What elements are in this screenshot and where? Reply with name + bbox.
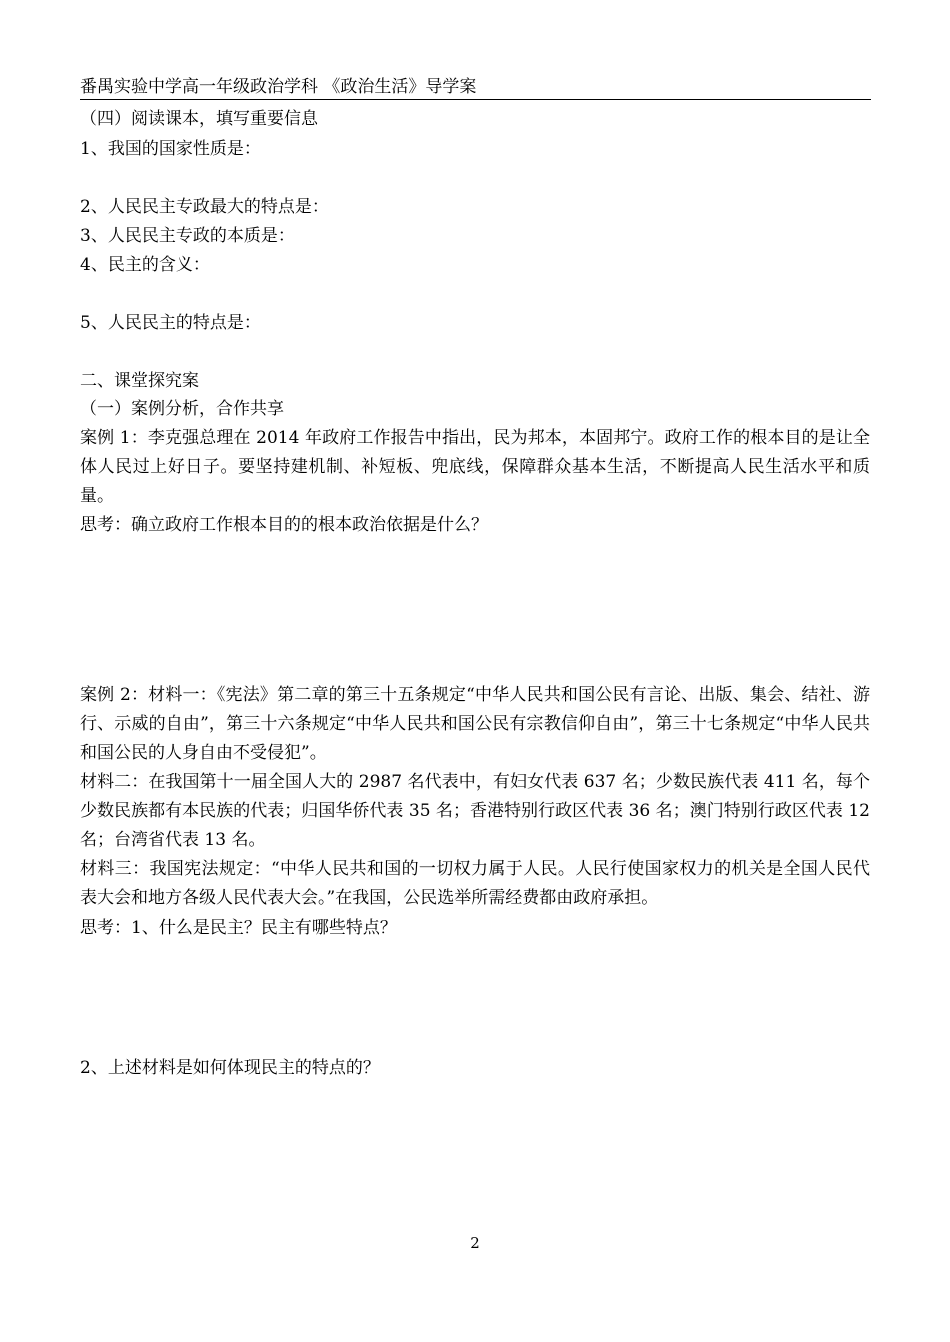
fill-item-2: 2、人民民主专政最大的特点是： [80,197,329,217]
case1-question: 思考：确立政府工作根本目的的根本政治依据是什么？ [80,515,488,535]
fill-item-3: 3、人民民主专政的本质是： [80,226,295,246]
case1-text: 案例 1：李克强总理在 2014 年政府工作报告中指出，民为邦本，本固邦宁。政府工作的根本目的是让全体人民过上好日子。要坚持建机制、补短板、兜底线，保障群众基本生活，不断提高人民生活水平和质量。 [80,428,870,506]
part-title-classroom-inquiry: 二、课堂探究案 [80,371,199,391]
document-header: 番禺实验中学高一年级政治学科 《政治生活》导学案 [80,75,871,100]
fill-item-5: 5、人民民主的特点是： [80,313,261,333]
fill-item-4: 4、民主的含义： [80,255,210,275]
case2-question1: 思考：1、什么是民主？民主有哪些特点？ [80,918,397,938]
case2-question2: 2、上述材料是如何体现民主的特点的？ [80,1058,380,1078]
case2-material3: 材料三：我国宪法规定：“中华人民共和国的一切权力属于人民。人民行使国家权力的机关是全国人民代表大会和地方各级人民代表大会。”在我国，公民选举所需经费都由政府承担。 [80,859,870,908]
fill-item-1: 1、我国的国家性质是： [80,139,261,159]
subsection-title-case-analysis: （一）案例分析，合作共享 [80,399,284,419]
section-title-reading: （四）阅读课本，填写重要信息 [80,109,318,129]
case2-material2: 材料二：在我国第十一届全国人大的 2987 名代表中，有妇女代表 637 名；少数民族代表 411 名，每个少数民族都有本民族的代表；归国华侨代表 35 名；香港特别行政区代表 36 名；澳门特别行政区代表 12 名；台湾省代表 13 名。 [80,772,870,850]
case2-material1: 案例 2：材料一：《宪法》第二章的第三十五条规定“中华人民共和国公民有言论、出版、集会、结社、游行、示威的自由”，第三十六条规定“中华人民共和国公民有宗教信仰自由”，第三十七条规定“中华人民共和国公民的人身自由不受侵犯”。 [80,685,870,763]
page-number: 2 [470,1234,480,1252]
